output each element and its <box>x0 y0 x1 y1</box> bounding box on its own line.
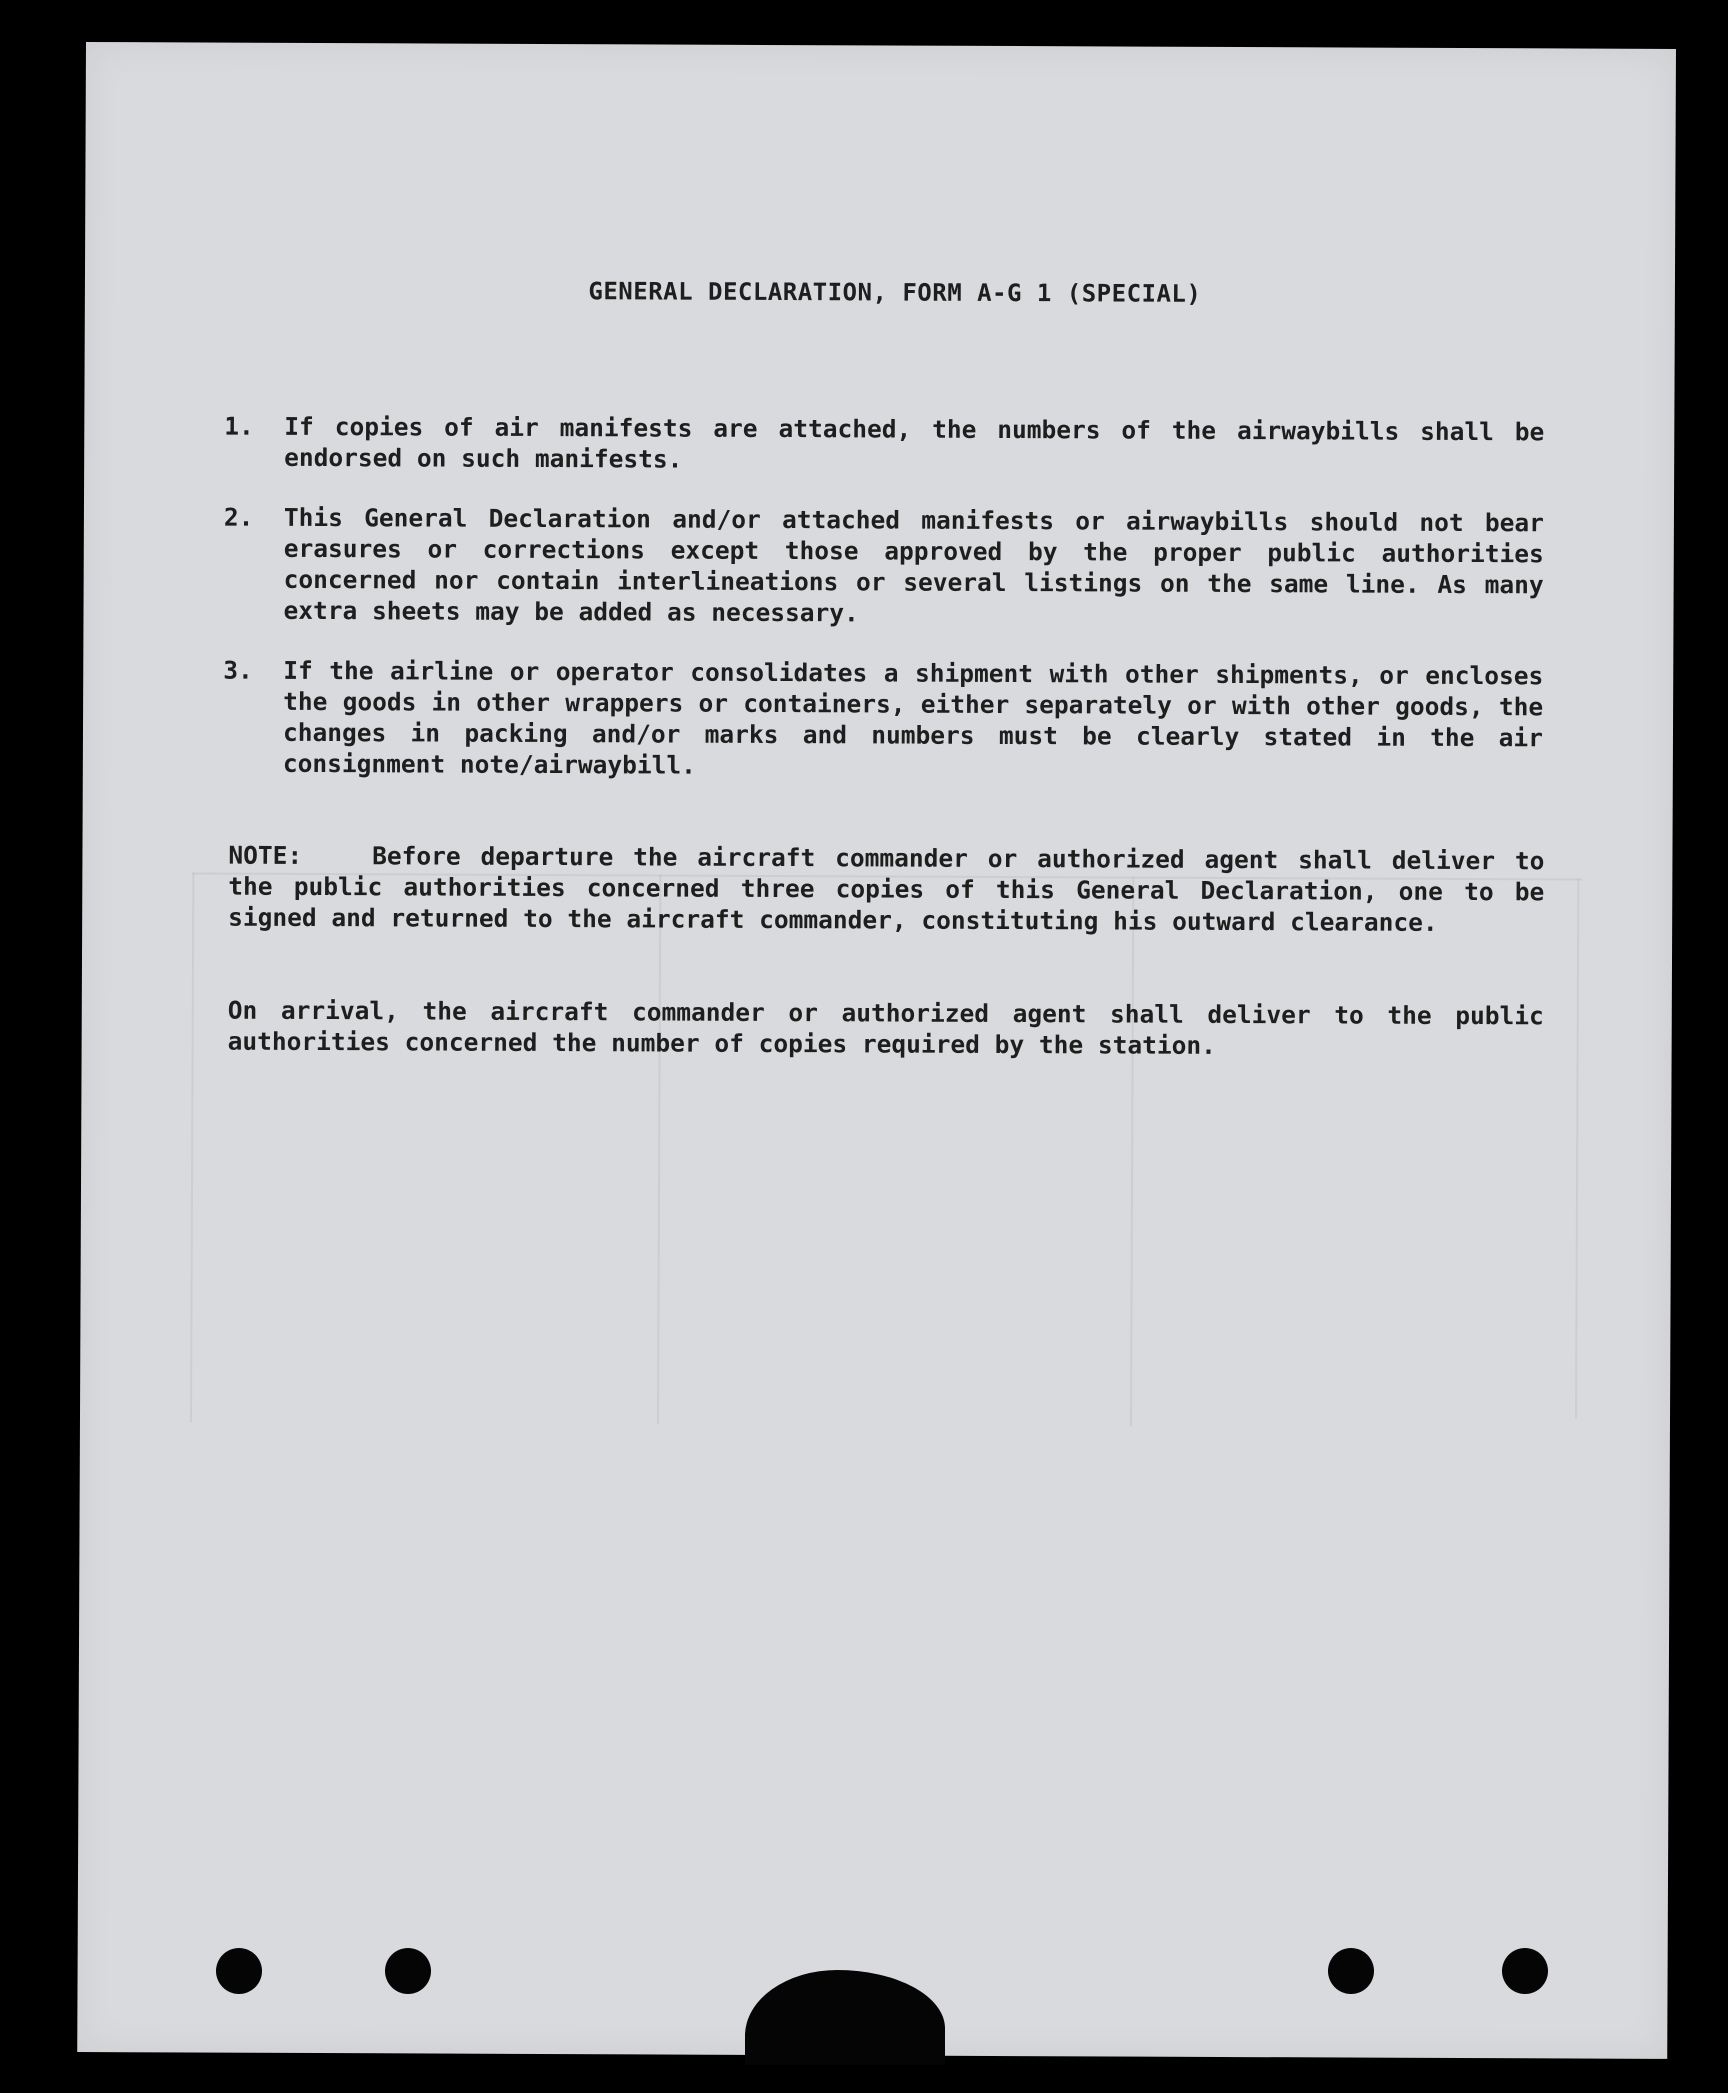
bleed-through-line <box>1130 877 1134 1427</box>
item-text: If the airline or operator consolidates a shipment with other shipments, or encloses the goods in other wrappers or containers, either separately or with other goods, the changes in packing and/or marks and numbers must be clearly stated in the air consignment note/airwaybill. <box>282 655 1544 780</box>
bleed-through-line <box>657 875 661 1425</box>
bleed-through-line <box>190 872 194 1422</box>
item-number: 3. <box>223 655 253 685</box>
bleed-through-line <box>1575 879 1579 1419</box>
page-title: GENERAL DECLARATION, FORM A-G 1 (SPECIAL) <box>588 277 1202 308</box>
note-label: NOTE: <box>228 840 303 870</box>
note-text: Before departure the aircraft commander or authorized agent shall deliver to the public authorities concerned three copies of this General Declaration, one to be signed and returned to the aircraft commander, constituting his outward clearance. <box>228 841 1545 937</box>
punch-hole <box>1328 1948 1374 1994</box>
list-item <box>223 502 1544 632</box>
punch-hole <box>385 1948 431 1994</box>
note-paragraph <box>228 840 1544 939</box>
list-item <box>223 655 1544 785</box>
document-page <box>77 42 1676 2059</box>
punch-hole <box>1502 1948 1548 1994</box>
list-item <box>224 411 1544 479</box>
item-text: If copies of air manifests are attached, the numbers of the airwaybills shall be endorsed on such manifests. <box>284 411 1545 474</box>
item-number: 1. <box>224 411 254 441</box>
punch-hole <box>216 1948 262 1994</box>
item-text: This General Declaration and/or attached manifests or airwaybills should not bear erasures or corrections except those approved by the proper public authorities concerned nor contain interlineations or several listings on the same line. As many extra sheets may be added as necessary. <box>283 502 1544 628</box>
item-number: 2. <box>223 502 254 532</box>
arrival-paragraph: On arrival, the aircraft commander or authorized agent shall deliver to the public authorities concerned the number of copies required by the station. <box>227 995 1544 1060</box>
